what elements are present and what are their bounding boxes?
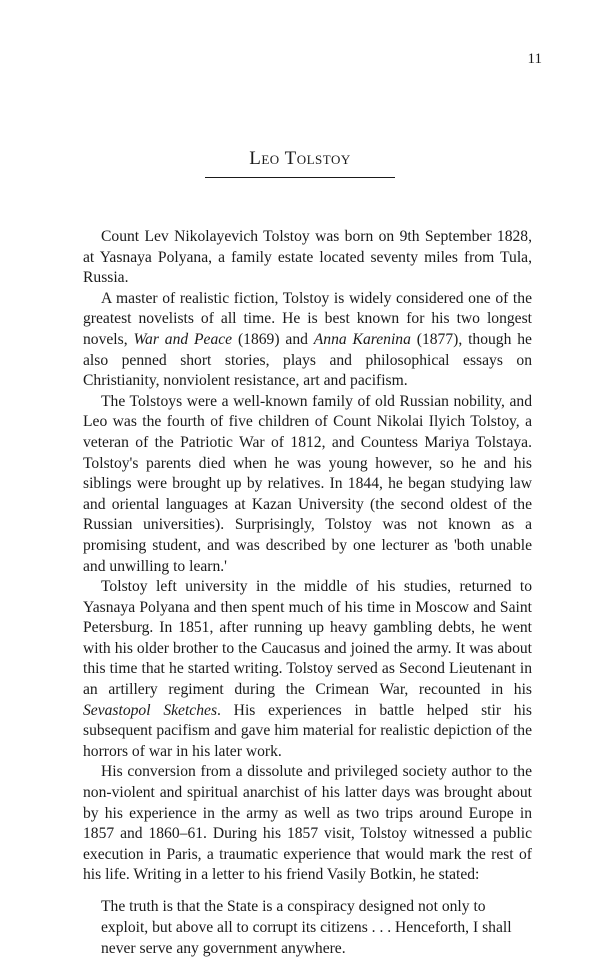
book-title: Sevastopol Sketches bbox=[83, 701, 218, 719]
paragraph-text: A master of realistic fiction, Tolstoy is widely considered one of the greatest novelists of all time. He is best known for his two longest novels, bbox=[83, 289, 532, 348]
paragraph bbox=[83, 577, 532, 762]
paragraph-text: Tolstoy left university in the middle of his studies, returned to Yasnaya Polyana and then spent much of his time in Moscow and Saint Petersburg. In 1851, after running up heavy gambling debts, he went with his older brother to the Caucasus and joined the army. It was about this time that he started writing. Tolstoy served as Second Lieutenant in an artillery regiment during the Crimean War, recounted in his bbox=[83, 578, 532, 699]
paragraph-text: Count Lev Nikolayevich Tolstoy was born on 9th September 1828, at Yasnaya Polyana, a family estate located seventy miles from Tula, Russia. bbox=[83, 228, 532, 287]
page-number: 11 bbox=[527, 51, 542, 67]
paragraph bbox=[83, 289, 532, 392]
body-text bbox=[83, 227, 532, 959]
paragraph-text: . His experiences in battle helped stir his subsequent pacifism and gave him material for realistic depiction of the horrors of war in his later work. bbox=[83, 701, 532, 760]
book-title: Anna Karenina bbox=[313, 330, 411, 348]
book-title: War and Peace bbox=[133, 330, 233, 348]
paragraph-text: (1869) and bbox=[232, 330, 314, 348]
paragraph bbox=[83, 227, 532, 289]
paragraph bbox=[83, 762, 532, 886]
paragraph bbox=[83, 392, 532, 577]
block-quote: The truth is that the State is a conspiracy designed not only to exploit, but above all to corrupt its citizens . . . Henceforth, I shall never serve any government anywhere. bbox=[101, 898, 512, 957]
paragraph-text: The Tolstoys were a well-known family of old Russian nobility, and Leo was the fourth of five children of Count Nikolai Ilyich Tolstoy, a veteran of the Patriotic War of 1812, and Countess Mariya Tolstaya. Tolstoy's parents died when he was young however, so he and his siblings were brought up by relatives. In 1844, he began studying law and oriental languages at Kazan University (the second oldest of the Russian universities). Surprisingly, Tolstoy was not known as a promising student, and was described by one lecturer as 'both unable and unwilling to learn.' bbox=[83, 392, 532, 575]
paragraph-text: (1877), though he also penned short stories, plays and philosophical essays on Christianity, nonviolent resistance, art and pacifism. bbox=[83, 330, 532, 390]
chapter-title: Leo Tolstoy bbox=[249, 148, 351, 169]
paragraph-text: His conversion from a dissolute and privileged society author to the non-violent and spiritual anarchist of his latter days was brought about by his experience in the army as well as two trips around Europe in 1857 and 1860–61. During his 1857 visit, Tolstoy witnessed a public execution in Paris, a traumatic experience that would mark the rest of his life. Writing in a letter to his friend Vasily Botkin, he stated: bbox=[83, 763, 532, 884]
title-rule bbox=[205, 177, 395, 178]
